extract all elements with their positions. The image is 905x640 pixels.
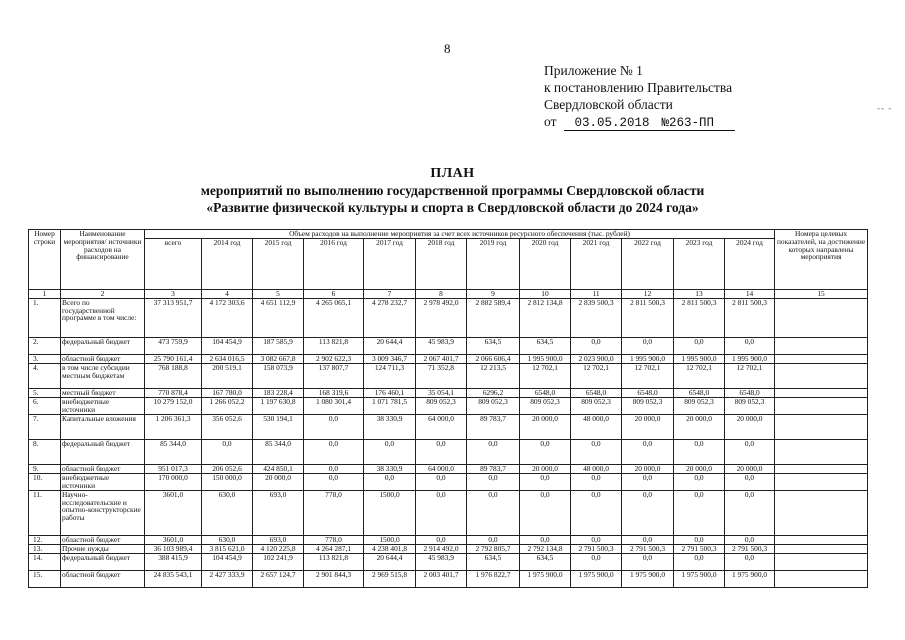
- value-cell: 0,0: [364, 439, 416, 464]
- value-cell: 1 995 900,0: [520, 354, 571, 363]
- value-cell: 2 023 900,0: [571, 354, 622, 363]
- row-name: Прочие нужды: [61, 544, 145, 553]
- value-cell: 64 000,0: [416, 414, 467, 439]
- value-cell: 0,0: [520, 535, 571, 544]
- value-cell: 2 969 515,8: [364, 570, 416, 587]
- value-cell: 48 000,0: [571, 464, 622, 473]
- table-row: [29, 388, 868, 397]
- target-cell: [775, 490, 868, 535]
- appendix-line-1: Приложение № 1: [544, 63, 643, 78]
- column-number: 4: [202, 290, 253, 299]
- row-number: 11.: [29, 490, 61, 535]
- value-cell: 530 194,1: [253, 414, 304, 439]
- value-cell: 0,0: [364, 473, 416, 490]
- value-cell: 0,0: [467, 535, 520, 544]
- value-cell: 4 120 225,8: [253, 544, 304, 553]
- title-line-3: «Развитие физической культуры и спорта в Свердловской области до 2024 года»: [206, 200, 699, 215]
- value-cell: 20 000,0: [622, 414, 674, 439]
- value-cell: 20 644,4: [364, 337, 416, 354]
- value-cell: 38 330,9: [364, 464, 416, 473]
- target-cell: [775, 544, 868, 553]
- value-cell: 1 071 781,5: [364, 397, 416, 414]
- row-name: федеральный бюджет: [61, 553, 145, 570]
- value-cell: 12 213,5: [467, 363, 520, 388]
- value-cell: 1 995 900,0: [622, 354, 674, 363]
- value-cell: 0,0: [571, 553, 622, 570]
- value-cell: 0,0: [571, 473, 622, 490]
- target-cell: [775, 553, 868, 570]
- value-cell: 0,0: [725, 337, 775, 354]
- document-title: [0, 166, 905, 216]
- value-cell: 0,0: [467, 473, 520, 490]
- value-cell: 2 811 500,3: [674, 298, 725, 337]
- value-cell: 0,0: [674, 439, 725, 464]
- value-cell: 4 651 112,9: [253, 298, 304, 337]
- value-cell: 2 067 401,7: [416, 354, 467, 363]
- value-cell: 12 702,1: [674, 363, 725, 388]
- value-cell: 20 000,0: [725, 414, 775, 439]
- appendix-date-line: [544, 113, 735, 131]
- value-cell: 2 634 016,5: [202, 354, 253, 363]
- value-cell: 0,0: [571, 490, 622, 535]
- value-cell: 85 344,0: [253, 439, 304, 464]
- value-cell: 20 644,4: [364, 553, 416, 570]
- value-cell: 0,0: [622, 439, 674, 464]
- value-cell: 0,0: [416, 473, 467, 490]
- title-line-2: мероприятий по выполнению государственной программы Свердловской области: [200, 183, 705, 198]
- value-cell: 1 995 900,0: [674, 354, 725, 363]
- table-row: [29, 464, 868, 473]
- target-cell: [775, 363, 868, 388]
- target-cell: [775, 414, 868, 439]
- value-cell: 809 052,3: [416, 397, 467, 414]
- value-cell: 200 519,1: [202, 363, 253, 388]
- row-number: 12.: [29, 535, 61, 544]
- value-cell: 35 054,1: [416, 388, 467, 397]
- value-cell: 0,0: [304, 414, 364, 439]
- value-cell: 4 278 232,7: [364, 298, 416, 337]
- value-cell: 2 839 500,3: [571, 298, 622, 337]
- column-number: 2: [61, 290, 145, 299]
- value-cell: 104 454,9: [202, 553, 253, 570]
- header-targets: Номера целевых показателей, на достижение которых направлены мероприятия: [775, 230, 868, 290]
- value-cell: 1500,0: [364, 535, 416, 544]
- target-cell: [775, 570, 868, 587]
- table-row: [29, 490, 868, 535]
- row-number: 4.: [29, 363, 61, 388]
- row-name: Научно-исследовательские и опытно-конструкторские работы: [61, 490, 145, 535]
- value-cell: 0,0: [467, 490, 520, 535]
- target-cell: [775, 388, 868, 397]
- value-cell: 170 000,0: [145, 473, 202, 490]
- row-number: 10.: [29, 473, 61, 490]
- row-number: 6.: [29, 397, 61, 414]
- column-number: 1: [29, 290, 61, 299]
- value-cell: 0,0: [725, 553, 775, 570]
- value-cell: 0,0: [674, 553, 725, 570]
- value-cell: 4 238 401,8: [364, 544, 416, 553]
- value-cell: 158 073,9: [253, 363, 304, 388]
- table-row: [29, 570, 868, 587]
- stray-mark: -- -: [877, 103, 893, 113]
- header-year: 2016 год: [304, 239, 364, 290]
- target-cell: [775, 354, 868, 363]
- value-cell: 1 266 052,2: [202, 397, 253, 414]
- row-number: 14.: [29, 553, 61, 570]
- header-year: 2023 год: [674, 239, 725, 290]
- value-cell: 168 319,6: [304, 388, 364, 397]
- target-cell: [775, 439, 868, 464]
- header-name: Наименование мероприятия/ источники расходов на финансирование: [61, 230, 145, 290]
- value-cell: 809 052,3: [571, 397, 622, 414]
- value-cell: 0,0: [304, 439, 364, 464]
- value-cell: 37 313 951,7: [145, 298, 202, 337]
- column-number: 12: [622, 290, 674, 299]
- column-number: 15: [775, 290, 868, 299]
- value-cell: 0,0: [674, 337, 725, 354]
- value-cell: 0,0: [571, 439, 622, 464]
- appendix-line-3: Свердловской области: [544, 97, 673, 112]
- value-cell: 20 000,0: [622, 464, 674, 473]
- table-row: [29, 337, 868, 354]
- value-cell: 0,0: [725, 490, 775, 535]
- value-cell: 6548,0: [520, 388, 571, 397]
- value-cell: 4 172 303,6: [202, 298, 253, 337]
- row-number: 15.: [29, 570, 61, 587]
- column-number: 6: [304, 290, 364, 299]
- value-cell: 38 330,9: [364, 414, 416, 439]
- target-cell: [775, 473, 868, 490]
- value-cell: 0,0: [622, 553, 674, 570]
- value-cell: 0,0: [202, 439, 253, 464]
- value-cell: 3 082 667,8: [253, 354, 304, 363]
- value-cell: 778,0: [304, 490, 364, 535]
- value-cell: 0,0: [622, 473, 674, 490]
- value-cell: 45 983,9: [416, 553, 467, 570]
- column-number: 10: [520, 290, 571, 299]
- value-cell: 45 983,9: [416, 337, 467, 354]
- value-cell: 124 711,3: [364, 363, 416, 388]
- value-cell: 768 188,8: [145, 363, 202, 388]
- value-cell: 1 197 630,8: [253, 397, 304, 414]
- table-row: [29, 414, 868, 439]
- header-year: 2020 год: [520, 239, 571, 290]
- value-cell: 0,0: [304, 473, 364, 490]
- value-cell: 113 821,8: [304, 553, 364, 570]
- row-number: 7.: [29, 414, 61, 439]
- target-cell: [775, 464, 868, 473]
- value-cell: 24 835 543,1: [145, 570, 202, 587]
- value-cell: 1 206 361,3: [145, 414, 202, 439]
- value-cell: 1 975 900,0: [571, 570, 622, 587]
- value-cell: 113 821,8: [304, 337, 364, 354]
- value-cell: 12 702,1: [571, 363, 622, 388]
- target-cell: [775, 298, 868, 337]
- value-cell: 809 052,3: [622, 397, 674, 414]
- column-number: 14: [725, 290, 775, 299]
- value-cell: 3601,0: [145, 535, 202, 544]
- page-number: 8: [444, 41, 451, 56]
- value-cell: 1 975 900,0: [674, 570, 725, 587]
- value-cell: 85 344,0: [145, 439, 202, 464]
- value-cell: 0,0: [622, 490, 674, 535]
- value-cell: 176 460,1: [364, 388, 416, 397]
- value-cell: 187 585,9: [253, 337, 304, 354]
- value-cell: 12 702,1: [725, 363, 775, 388]
- value-cell: 3 009 346,7: [364, 354, 416, 363]
- row-number: 3.: [29, 354, 61, 363]
- value-cell: 693,0: [253, 490, 304, 535]
- row-name: в том числе субсидии местным бюджетам: [61, 363, 145, 388]
- value-cell: 634,5: [520, 553, 571, 570]
- table-row: [29, 544, 868, 553]
- row-name: местный бюджет: [61, 388, 145, 397]
- value-cell: 183 228,4: [253, 388, 304, 397]
- row-name: федеральный бюджет: [61, 439, 145, 464]
- plan-table: [28, 229, 868, 588]
- value-cell: 809 052,3: [520, 397, 571, 414]
- value-cell: 20 000,0: [520, 464, 571, 473]
- value-cell: 20 000,0: [674, 464, 725, 473]
- value-cell: 693,0: [253, 535, 304, 544]
- row-number: 5.: [29, 388, 61, 397]
- value-cell: 2 791 500,3: [674, 544, 725, 553]
- value-cell: 0,0: [674, 490, 725, 535]
- header-year: 2019 год: [467, 239, 520, 290]
- value-cell: 778,0: [304, 535, 364, 544]
- value-cell: 64 000,0: [416, 464, 467, 473]
- value-cell: 0,0: [416, 439, 467, 464]
- value-cell: 0,0: [674, 535, 725, 544]
- value-cell: 770 878,4: [145, 388, 202, 397]
- value-cell: 12 702,1: [520, 363, 571, 388]
- value-cell: 4 265 065,1: [304, 298, 364, 337]
- header-year: 2022 год: [622, 239, 674, 290]
- value-cell: 630,0: [202, 490, 253, 535]
- row-name: внебюджетные источники: [61, 397, 145, 414]
- value-cell: 0,0: [416, 490, 467, 535]
- decree-date: 03.05.2018: [564, 117, 659, 131]
- row-number: 9.: [29, 464, 61, 473]
- value-cell: 0,0: [622, 535, 674, 544]
- value-cell: 2 812 134,8: [520, 298, 571, 337]
- value-cell: 388 415,9: [145, 553, 202, 570]
- value-cell: 809 052,3: [725, 397, 775, 414]
- table-row: [29, 298, 868, 337]
- column-number: 5: [253, 290, 304, 299]
- value-cell: 2 791 500,3: [622, 544, 674, 553]
- column-number: 9: [467, 290, 520, 299]
- table-row: [29, 397, 868, 414]
- value-cell: 137 807,7: [304, 363, 364, 388]
- value-cell: 6548,0: [725, 388, 775, 397]
- row-number: 8.: [29, 439, 61, 464]
- row-name: областной бюджет: [61, 354, 145, 363]
- value-cell: 2 902 622,3: [304, 354, 364, 363]
- value-cell: 0,0: [520, 439, 571, 464]
- value-cell: 167 780,0: [202, 388, 253, 397]
- value-cell: 0,0: [467, 439, 520, 464]
- value-cell: 1 976 822,7: [467, 570, 520, 587]
- value-cell: 71 352,8: [416, 363, 467, 388]
- value-cell: 0,0: [571, 535, 622, 544]
- value-cell: 20 000,0: [253, 473, 304, 490]
- from-label: от: [544, 114, 557, 129]
- value-cell: 6548,0: [571, 388, 622, 397]
- value-cell: 10 279 152,0: [145, 397, 202, 414]
- value-cell: 2 791 500,3: [571, 544, 622, 553]
- title-heading: ПЛАН: [430, 166, 475, 181]
- value-cell: 1 975 900,0: [520, 570, 571, 587]
- table-row: [29, 535, 868, 544]
- value-cell: 25 790 161,4: [145, 354, 202, 363]
- value-cell: 424 850,1: [253, 464, 304, 473]
- value-cell: 2 882 589,4: [467, 298, 520, 337]
- value-cell: 6296,2: [467, 388, 520, 397]
- value-cell: 0,0: [571, 337, 622, 354]
- column-number: 11: [571, 290, 622, 299]
- row-number: 2.: [29, 337, 61, 354]
- value-cell: 89 783,7: [467, 464, 520, 473]
- table-row: [29, 439, 868, 464]
- table-row: [29, 354, 868, 363]
- value-cell: 1 080 301,4: [304, 397, 364, 414]
- value-cell: 12 702,1: [622, 363, 674, 388]
- value-cell: 473 759,9: [145, 337, 202, 354]
- value-cell: 809 052,3: [467, 397, 520, 414]
- value-cell: 3 815 621,0: [202, 544, 253, 553]
- value-cell: 2 901 844,3: [304, 570, 364, 587]
- value-cell: 2 811 500,3: [622, 298, 674, 337]
- value-cell: 0,0: [725, 439, 775, 464]
- value-cell: 0,0: [622, 337, 674, 354]
- value-cell: 2 003 401,7: [416, 570, 467, 587]
- value-cell: 2 066 606,4: [467, 354, 520, 363]
- value-cell: 0,0: [520, 490, 571, 535]
- header-year: 2014 год: [202, 239, 253, 290]
- value-cell: 6548,0: [674, 388, 725, 397]
- value-cell: 102 241,9: [253, 553, 304, 570]
- row-name: областной бюджет: [61, 535, 145, 544]
- value-cell: 2 792 805,7: [467, 544, 520, 553]
- value-cell: 0,0: [520, 473, 571, 490]
- value-cell: 206 052,6: [202, 464, 253, 473]
- value-cell: 1500,0: [364, 490, 416, 535]
- value-cell: 6548,0: [622, 388, 674, 397]
- value-cell: 2 811 500,3: [725, 298, 775, 337]
- value-cell: 3601,0: [145, 490, 202, 535]
- row-name: Всего по государственной программе в том числе:: [61, 298, 145, 337]
- value-cell: 2 427 333,9: [202, 570, 253, 587]
- column-number: 7: [364, 290, 416, 299]
- value-cell: 809 052,3: [674, 397, 725, 414]
- value-cell: 20 000,0: [520, 414, 571, 439]
- value-cell: 2 657 124,7: [253, 570, 304, 587]
- target-cell: [775, 397, 868, 414]
- value-cell: 20 000,0: [725, 464, 775, 473]
- header-year: 2021 год: [571, 239, 622, 290]
- value-cell: 4 264 287,1: [304, 544, 364, 553]
- appendix-line-2: к постановлению Правительства: [544, 80, 733, 95]
- value-cell: 20 000,0: [674, 414, 725, 439]
- header-year: 2024 год: [725, 239, 775, 290]
- decree-number: №263-ПП: [659, 117, 735, 131]
- value-cell: 48 000,0: [571, 414, 622, 439]
- table-row: [29, 363, 868, 388]
- value-cell: 0,0: [674, 473, 725, 490]
- header-year: 2017 год: [364, 239, 416, 290]
- row-name: Капитальные вложения: [61, 414, 145, 439]
- value-cell: 89 783,7: [467, 414, 520, 439]
- column-number: 13: [674, 290, 725, 299]
- value-cell: 1 975 900,0: [622, 570, 674, 587]
- row-name: федеральный бюджет: [61, 337, 145, 354]
- value-cell: 2 791 500,3: [725, 544, 775, 553]
- target-cell: [775, 535, 868, 544]
- header-year: всего: [145, 239, 202, 290]
- value-cell: 1 975 900,0: [725, 570, 775, 587]
- column-number: 8: [416, 290, 467, 299]
- target-cell: [775, 337, 868, 354]
- value-cell: 150 000,0: [202, 473, 253, 490]
- value-cell: 36 103 989,4: [145, 544, 202, 553]
- row-name: областной бюджет: [61, 570, 145, 587]
- value-cell: 634,5: [520, 337, 571, 354]
- header-row-number: Номер строки: [29, 230, 61, 290]
- value-cell: 104 454,9: [202, 337, 253, 354]
- row-number: 13.: [29, 544, 61, 553]
- column-number: 3: [145, 290, 202, 299]
- table-row: [29, 553, 868, 570]
- appendix-block: [544, 62, 735, 131]
- value-cell: 951 017,3: [145, 464, 202, 473]
- value-cell: 634,5: [467, 553, 520, 570]
- value-cell: 356 052,6: [202, 414, 253, 439]
- table-row: [29, 473, 868, 490]
- value-cell: 634,5: [467, 337, 520, 354]
- value-cell: 0,0: [416, 535, 467, 544]
- value-cell: 0,0: [304, 464, 364, 473]
- value-cell: 1 995 900,0: [725, 354, 775, 363]
- value-cell: 2 792 134,8: [520, 544, 571, 553]
- header-year: 2018 год: [416, 239, 467, 290]
- value-cell: 0,0: [725, 473, 775, 490]
- row-name: областной бюджет: [61, 464, 145, 473]
- row-name: внебюджетные источники: [61, 473, 145, 490]
- value-cell: 2 914 492,0: [416, 544, 467, 553]
- value-cell: 630,0: [202, 535, 253, 544]
- header-year: 2015 год: [253, 239, 304, 290]
- header-volume: Объем расходов на выполнение мероприятия за счет всех источников ресурсного обеспечения (тыс. рублей): [145, 230, 775, 239]
- value-cell: 0,0: [725, 535, 775, 544]
- value-cell: 2 978 492,0: [416, 298, 467, 337]
- row-number: 1.: [29, 298, 61, 337]
